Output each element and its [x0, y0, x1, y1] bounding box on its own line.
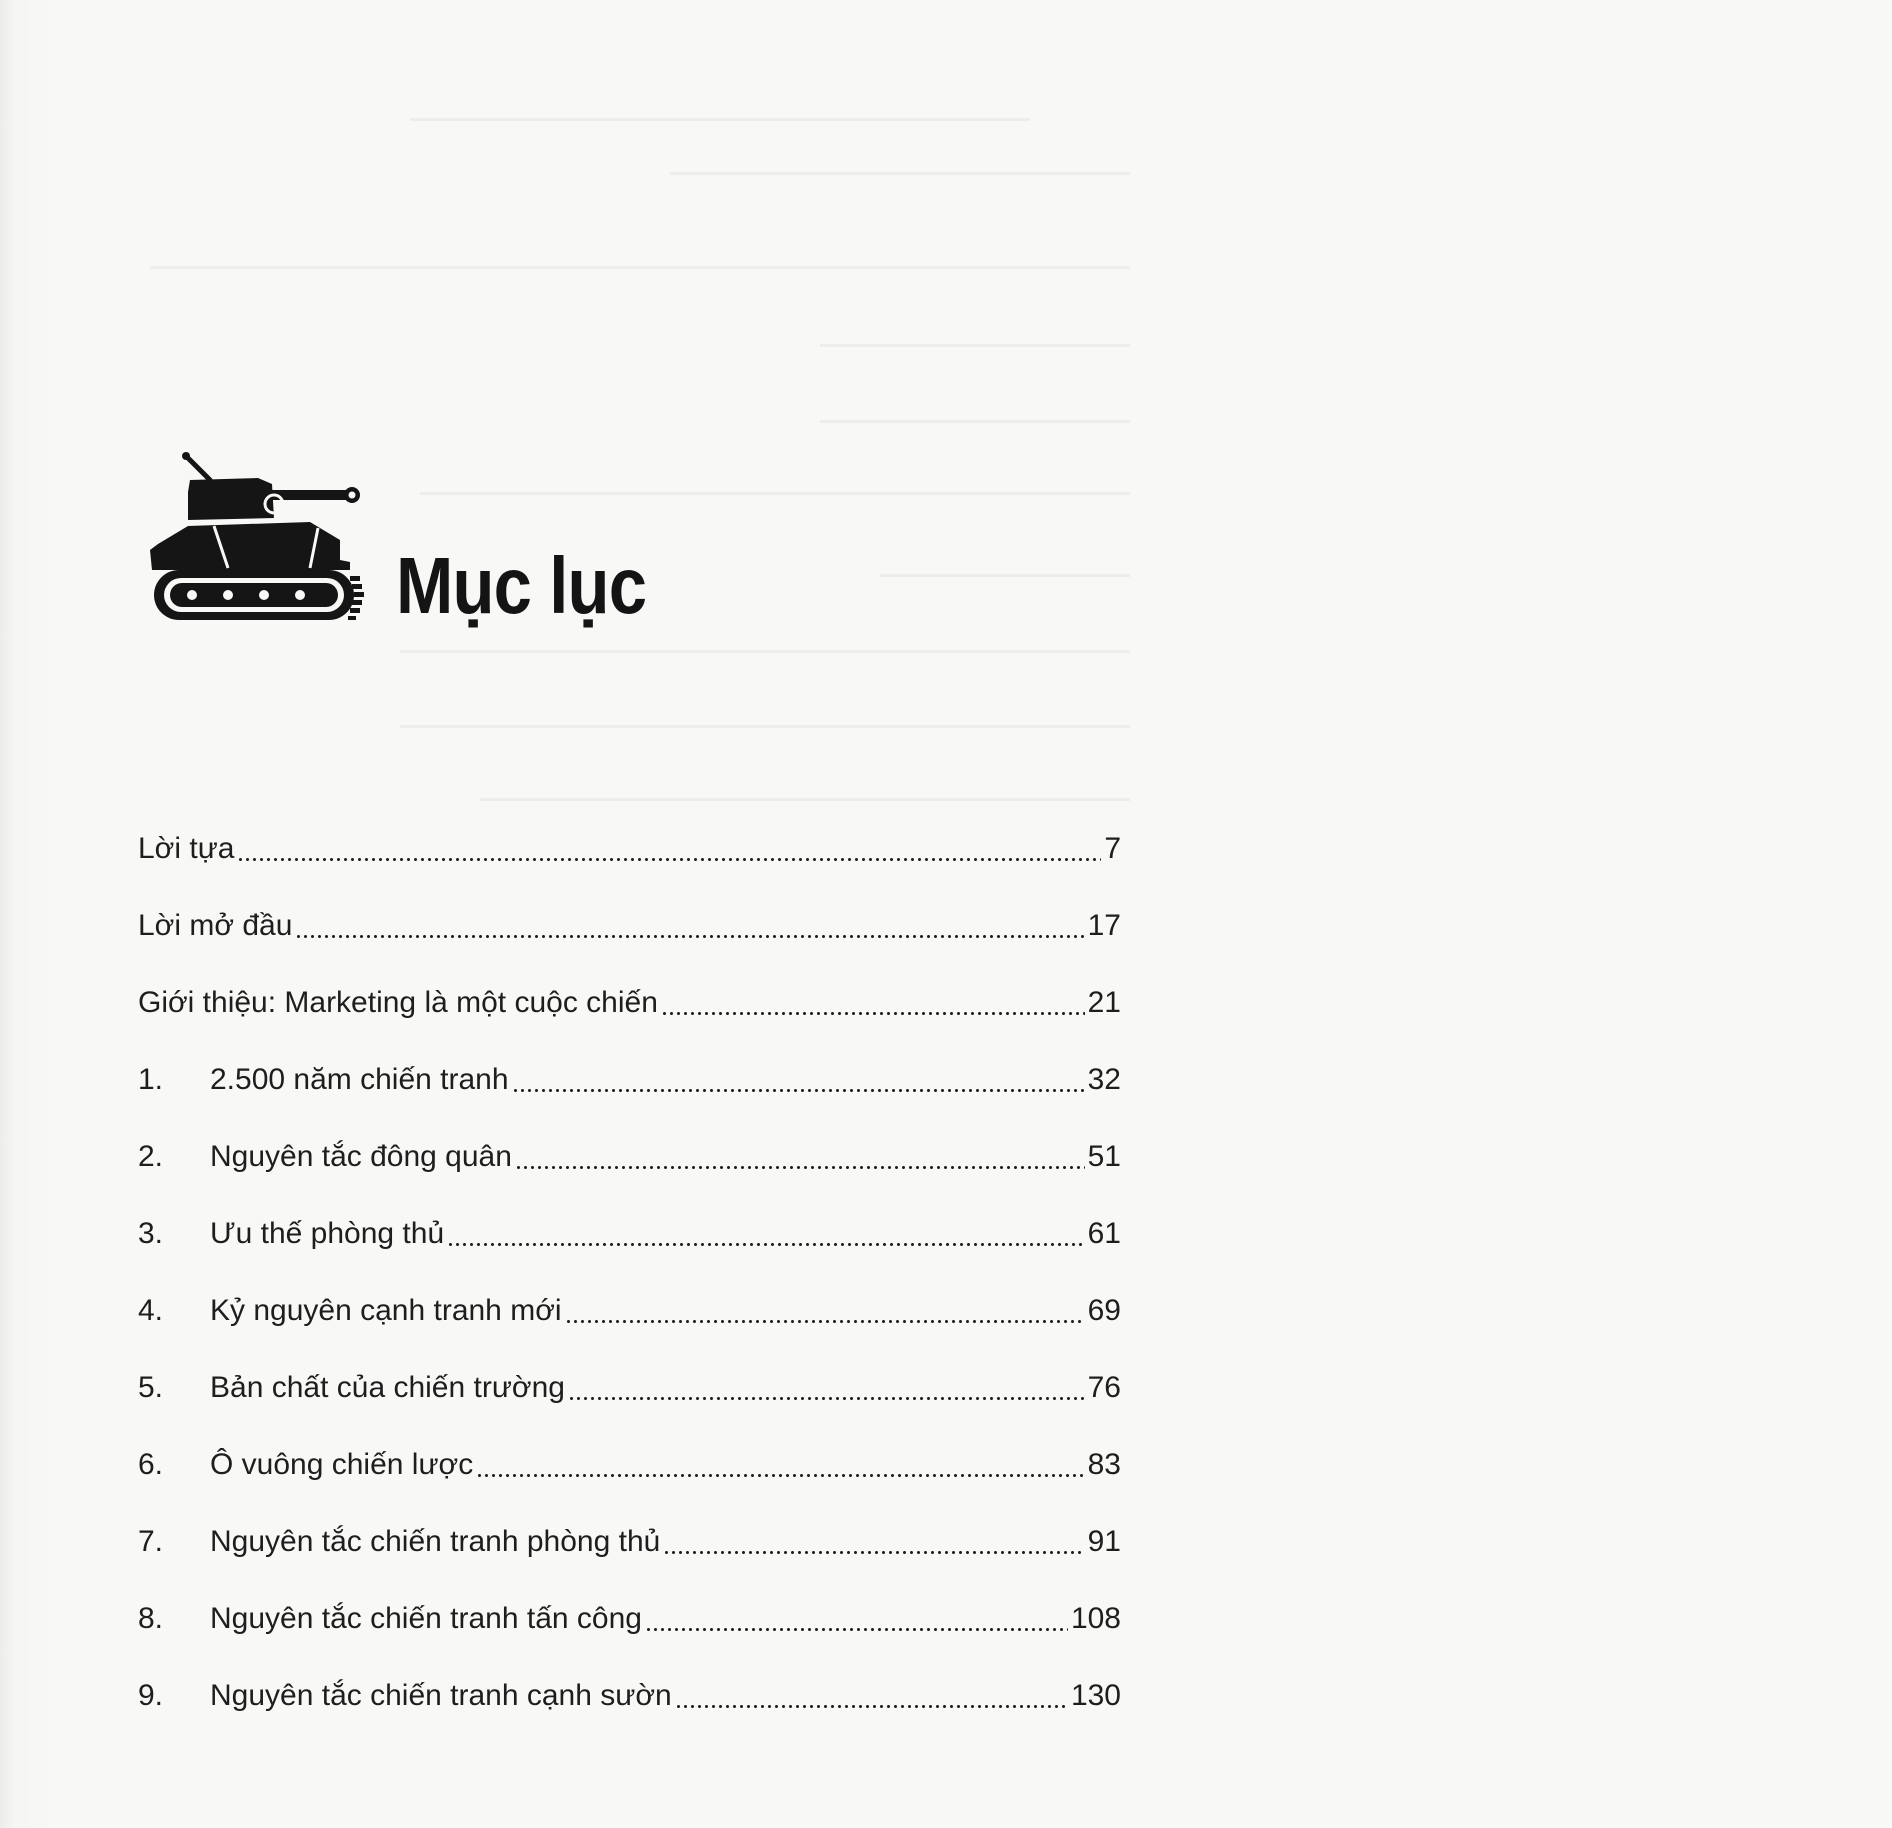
dot-leader: [675, 1681, 1068, 1711]
toc-entry: [138, 964, 1121, 1041]
toc-entry: [138, 1503, 1121, 1580]
toc-entry: [138, 1426, 1121, 1503]
show-through-line: [150, 266, 1130, 269]
toc-entry-number: 4.: [138, 1293, 164, 1327]
dot-leader: [645, 1604, 1068, 1634]
toc-entry-label: Giới thiệu: Marketing là một cuộc chiến: [138, 985, 658, 1019]
toc-entry-page: 108: [1070, 1601, 1121, 1635]
toc-entry-number: 2.: [138, 1139, 164, 1173]
toc-entry: [138, 1118, 1121, 1195]
toc-entry: [138, 1272, 1121, 1349]
toc-entry-page: 69: [1087, 1293, 1121, 1327]
dot-leader: [512, 1065, 1085, 1095]
dot-leader: [476, 1450, 1084, 1480]
toc-entry-label: Nguyên tắc chiến tranh tấn công: [210, 1601, 642, 1635]
toc-entry-page: 83: [1087, 1447, 1121, 1481]
toc-entry-label: 2.500 năm chiến tranh: [210, 1062, 509, 1096]
dot-leader: [295, 911, 1084, 941]
show-through-line: [670, 172, 1130, 175]
toc-entry-label: Ô vuông chiến lược: [210, 1447, 474, 1481]
toc-entry: [138, 1041, 1121, 1118]
toc-entry-page: 61: [1087, 1216, 1121, 1250]
dot-leader: [515, 1142, 1085, 1172]
toc-entry-label: Bản chất của chiến trường: [210, 1370, 565, 1404]
toc-entry-label: Ưu thế phòng thủ: [210, 1216, 445, 1250]
toc-entry-page: 130: [1070, 1678, 1121, 1712]
toc-entry-number: 6.: [138, 1447, 164, 1481]
show-through-line: [400, 725, 1130, 728]
toc-entry: [138, 1657, 1121, 1734]
toc-entry: [138, 1349, 1121, 1426]
toc-entry-number: 8.: [138, 1601, 164, 1635]
show-through-line: [410, 118, 1030, 121]
show-through-line: [400, 650, 1130, 653]
toc-entry-label: Lời tựa: [138, 831, 235, 865]
toc-entry: [138, 1580, 1121, 1657]
show-through-line: [820, 420, 1130, 423]
toc-entry-number: 9.: [138, 1678, 164, 1712]
toc-entry-page: 7: [1104, 831, 1121, 865]
toc-entry-label: Nguyên tắc chiến tranh phòng thủ: [210, 1524, 661, 1558]
toc-entry-label: Lời mở đầu: [138, 908, 293, 942]
toc-entry: [138, 810, 1121, 887]
toc-entry-page: 32: [1087, 1062, 1121, 1096]
toc-entry-label: Nguyên tắc đông quân: [210, 1139, 512, 1173]
toc-entry-label: Nguyên tắc chiến tranh cạnh sườn: [210, 1678, 672, 1712]
show-through-line: [480, 798, 1130, 801]
dot-leader: [565, 1296, 1085, 1326]
dot-leader: [568, 1373, 1085, 1403]
toc-entry-number: 1.: [138, 1062, 164, 1096]
toc-heading: [150, 450, 850, 630]
table-of-contents: [138, 810, 1121, 1734]
toc-entry-label: Kỷ nguyên cạnh tranh mới: [210, 1293, 562, 1327]
dot-leader: [237, 834, 1101, 864]
toc-entry-page: 17: [1087, 908, 1121, 942]
dot-leader: [663, 1527, 1084, 1557]
toc-entry: [138, 887, 1121, 964]
toc-entry-page: 51: [1087, 1139, 1121, 1173]
show-through-line: [880, 574, 1130, 577]
dot-leader: [447, 1219, 1084, 1249]
toc-entry-page: 91: [1087, 1524, 1121, 1558]
toc-entry-page: 21: [1087, 985, 1121, 1019]
toc-entry: [138, 1195, 1121, 1272]
tank-icon: [150, 450, 390, 630]
toc-entry-number: 3.: [138, 1216, 164, 1250]
page-title: Mục lục: [396, 541, 647, 630]
toc-entry-page: 76: [1087, 1370, 1121, 1404]
dot-leader: [661, 988, 1085, 1018]
toc-entry-number: 5.: [138, 1370, 164, 1404]
toc-entry-number: 7.: [138, 1524, 164, 1558]
show-through-line: [820, 344, 1130, 347]
